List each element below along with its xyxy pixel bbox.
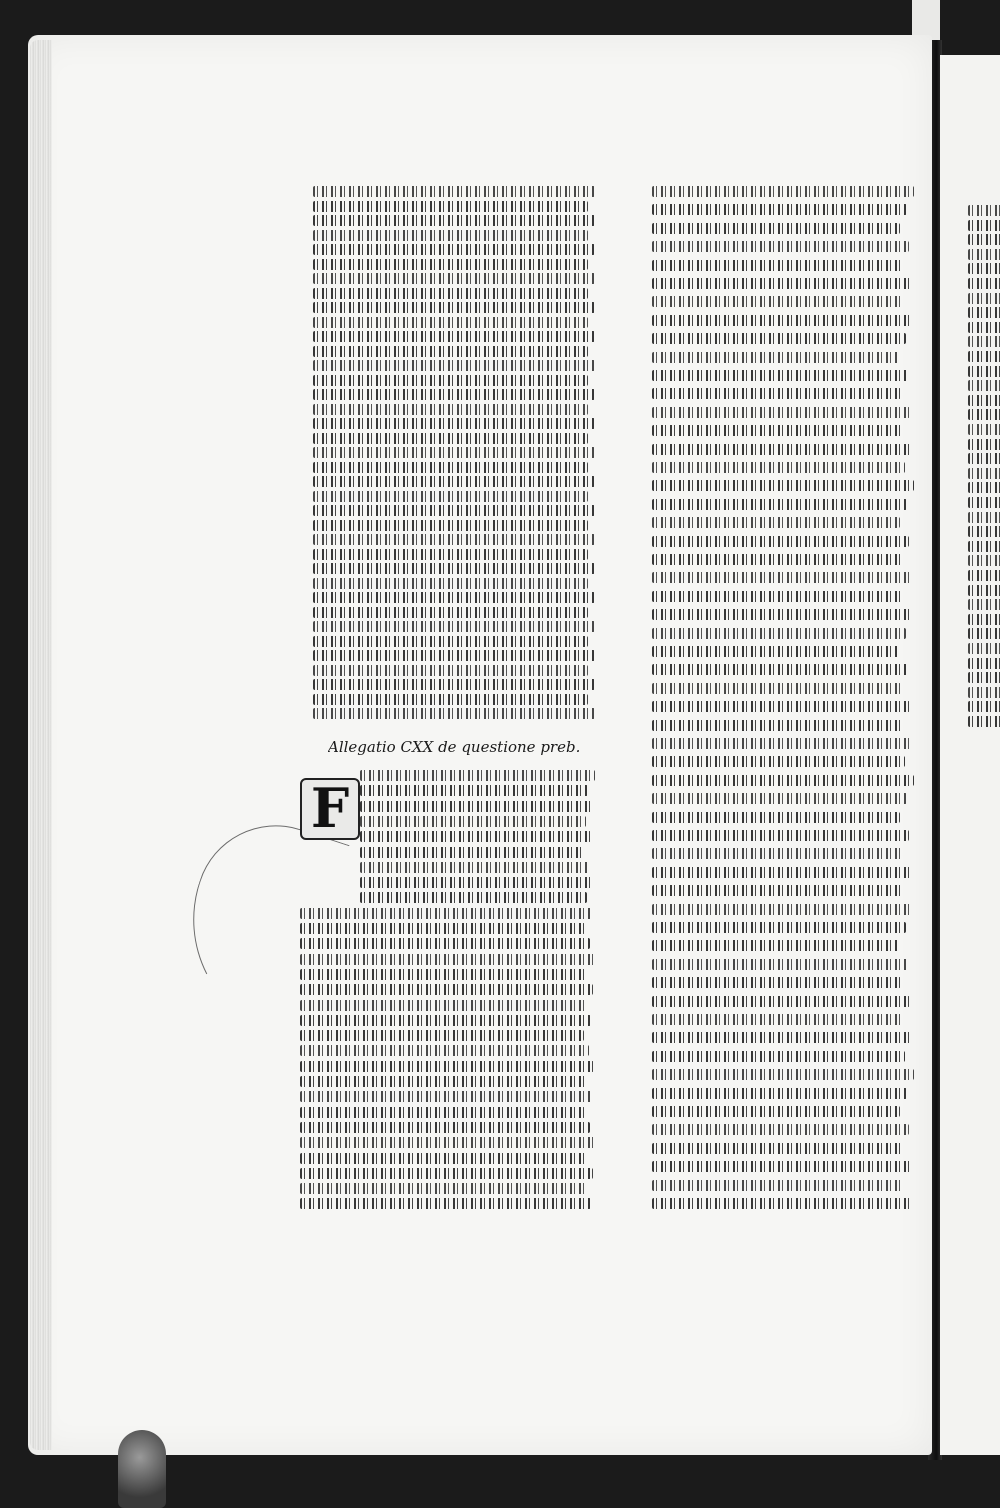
script-line — [652, 278, 911, 289]
script-line — [968, 643, 1000, 654]
script-line — [313, 317, 588, 328]
script-line — [652, 1124, 909, 1135]
script-line — [652, 1032, 912, 1043]
script-line — [652, 241, 909, 252]
script-line — [313, 520, 588, 531]
script-line — [313, 244, 595, 255]
script-line — [360, 831, 591, 842]
script-line — [652, 333, 906, 344]
script-line — [652, 1180, 904, 1191]
script-line — [968, 614, 1000, 625]
script-line — [652, 738, 912, 749]
script-line — [652, 1143, 902, 1154]
script-line — [968, 716, 1000, 727]
script-line — [300, 1168, 593, 1179]
script-line — [313, 708, 595, 719]
script-line — [652, 683, 901, 694]
script-line — [652, 223, 900, 234]
script-line — [313, 418, 595, 429]
script-line — [313, 534, 595, 545]
script-line — [652, 480, 914, 491]
script-line — [968, 555, 1000, 566]
script-line — [968, 439, 1000, 450]
script-line — [300, 1045, 589, 1056]
script-line — [313, 302, 595, 313]
script-line — [652, 352, 899, 363]
script-line — [300, 1076, 587, 1087]
script-line — [652, 260, 902, 271]
script-line — [968, 395, 1000, 406]
left-column-upper-text — [313, 186, 595, 726]
script-line — [968, 293, 1000, 304]
script-line — [968, 468, 1000, 479]
script-line — [313, 694, 588, 705]
script-line — [313, 230, 588, 241]
script-line — [968, 263, 1000, 274]
page-stack-edge — [30, 40, 52, 1450]
script-line — [300, 1030, 584, 1041]
script-line — [300, 1137, 595, 1148]
script-line — [360, 892, 587, 903]
script-line — [652, 775, 914, 786]
script-line — [313, 563, 595, 574]
script-line — [300, 923, 585, 934]
script-line — [968, 628, 1000, 639]
script-line — [968, 366, 1000, 377]
script-line — [652, 1051, 905, 1062]
left-column-lower-text — [300, 770, 595, 1230]
script-line — [652, 1161, 911, 1172]
script-line — [652, 812, 900, 823]
script-line — [652, 996, 910, 1007]
script-line — [313, 636, 588, 647]
script-line — [313, 201, 588, 212]
thumb — [118, 1430, 166, 1508]
script-line — [313, 592, 595, 603]
script-line — [968, 687, 1000, 698]
script-line — [652, 462, 905, 473]
script-line — [313, 375, 588, 386]
script-line — [652, 756, 905, 767]
script-line — [968, 307, 1000, 318]
script-line — [652, 554, 902, 565]
script-line — [300, 1091, 592, 1102]
script-line — [968, 599, 1000, 610]
script-line — [313, 476, 595, 487]
script-line — [652, 572, 911, 583]
script-line — [968, 322, 1000, 333]
script-line — [313, 186, 595, 197]
script-line — [652, 517, 900, 528]
script-line — [652, 186, 914, 197]
script-line — [313, 360, 595, 371]
script-line — [652, 793, 907, 804]
script-line — [968, 658, 1000, 669]
script-line — [652, 1198, 913, 1209]
script-line — [968, 424, 1000, 435]
script-line — [652, 701, 910, 712]
script-line — [652, 370, 908, 381]
script-line — [652, 444, 912, 455]
script-line — [313, 273, 595, 284]
script-line — [300, 1061, 594, 1072]
script-line — [652, 1069, 914, 1080]
script-line — [968, 249, 1000, 260]
script-line — [300, 969, 588, 980]
script-line — [360, 770, 595, 781]
script-line — [300, 1107, 585, 1118]
right-column-text — [652, 186, 914, 1216]
script-line — [360, 785, 588, 796]
script-line — [313, 578, 588, 589]
script-line — [968, 482, 1000, 493]
script-line — [968, 672, 1000, 683]
script-line — [313, 665, 588, 676]
script-line — [968, 585, 1000, 596]
script-line — [360, 877, 594, 888]
script-line — [300, 1122, 590, 1133]
script-line — [652, 204, 907, 215]
script-line — [652, 904, 913, 915]
script-line — [968, 526, 1000, 537]
script-line — [652, 646, 899, 657]
script-line — [300, 938, 590, 949]
script-line — [652, 407, 910, 418]
script-line — [300, 1153, 588, 1164]
script-line — [300, 1015, 591, 1026]
script-line — [313, 505, 595, 516]
rubric-heading: Allegatio CXX de questione preb. — [328, 738, 581, 756]
script-line — [968, 409, 1000, 420]
script-line — [968, 701, 1000, 712]
script-line — [652, 885, 904, 896]
script-line — [313, 389, 595, 400]
script-line — [313, 549, 588, 560]
script-line — [652, 296, 904, 307]
script-line — [313, 462, 588, 473]
script-line — [313, 491, 588, 502]
script-line — [652, 1014, 903, 1025]
script-line — [313, 259, 588, 270]
script-line — [652, 1106, 900, 1117]
script-line — [652, 830, 909, 841]
script-line — [313, 621, 595, 632]
script-line — [968, 205, 1000, 216]
script-line — [652, 977, 901, 988]
script-line — [652, 1088, 907, 1099]
script-line — [313, 288, 588, 299]
script-line — [652, 848, 902, 859]
script-line — [300, 954, 595, 965]
script-line — [300, 1198, 591, 1209]
script-line — [652, 388, 901, 399]
script-line — [968, 278, 1000, 289]
script-line — [313, 404, 588, 415]
script-line — [360, 816, 586, 827]
script-line — [300, 908, 592, 919]
script-line — [313, 607, 588, 618]
script-line — [652, 628, 906, 639]
script-line — [968, 336, 1000, 347]
script-line — [300, 984, 593, 995]
script-line — [968, 380, 1000, 391]
script-line — [968, 570, 1000, 581]
script-line — [652, 315, 913, 326]
script-line — [360, 862, 589, 873]
script-line — [360, 801, 593, 812]
script-line — [652, 940, 899, 951]
script-line — [968, 512, 1000, 523]
script-line — [652, 609, 913, 620]
script-line — [968, 220, 1000, 231]
script-line — [652, 499, 907, 510]
script-line — [968, 453, 1000, 464]
script-line — [313, 346, 588, 357]
script-line — [313, 679, 595, 690]
script-line — [968, 351, 1000, 362]
adjacent-page-text — [968, 205, 1000, 725]
script-line — [652, 959, 908, 970]
script-line — [313, 433, 588, 444]
script-line — [968, 234, 1000, 245]
script-line — [968, 497, 1000, 508]
script-line — [652, 867, 911, 878]
script-line — [313, 447, 595, 458]
script-line — [313, 215, 595, 226]
script-line — [300, 1000, 586, 1011]
script-line — [313, 650, 595, 661]
script-line — [300, 1183, 586, 1194]
script-line — [652, 664, 908, 675]
script-line — [652, 720, 903, 731]
script-line — [652, 536, 909, 547]
script-line — [313, 331, 595, 342]
script-line — [652, 425, 903, 436]
script-line — [968, 541, 1000, 552]
script-line — [652, 922, 906, 933]
script-line — [360, 847, 584, 858]
script-line — [652, 591, 904, 602]
decorated-initial: F — [300, 778, 360, 840]
